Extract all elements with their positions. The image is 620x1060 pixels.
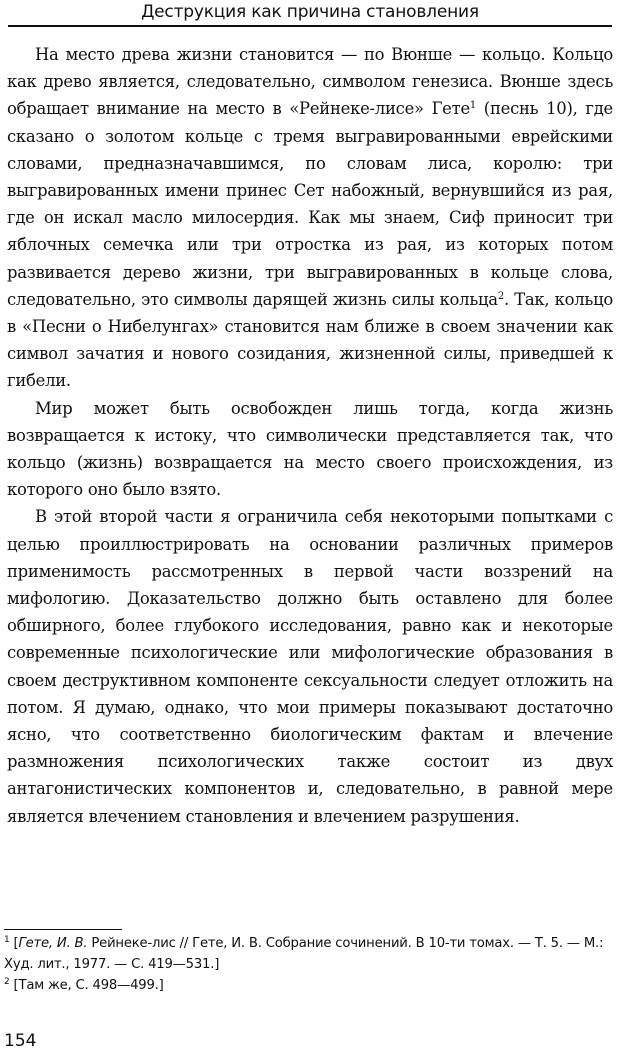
- footnote-ref-2[interactable]: 2: [497, 290, 504, 302]
- paragraph-1-part-c: . Так, кольцо в «Песни о Нибелунгах» становится нам ближе в своем значении как символ зачатия и нового созидания, жизненной силы, приведшей к гибели.: [7, 289, 613, 391]
- footnote-ref-1[interactable]: 1: [469, 100, 477, 112]
- footnote-text: [Там же, С. 498—499.]: [9, 978, 164, 993]
- footnotes: [4, 933, 614, 996]
- footnote-text: Рейнеке-лис // Гете, И. В. Собрание сочинений. В 10-ти томах. — Т. 5. — М.: Худ. лит., 1977. — С. 419—531.]: [4, 936, 604, 972]
- page-number: 154: [4, 1031, 37, 1051]
- running-head: Деструкция как причина становления: [8, 0, 612, 27]
- paragraph-2: Мир может быть освобожден лишь тогда, когда жизнь возвращается к истоку, что символически представляется так, что кольцо (жизнь) возвращается на место своего происхождения, из которого оно было взято.: [7, 398, 613, 500]
- footnote-divider: [4, 929, 122, 930]
- paragraph-3: В этой второй части я ограничила себя некоторыми попытками с целью проиллюстрировать на основании различных примеров применимость рассмотренных в первой части воззрений на мифологию. Доказательство должно быть оставлено для более обширного, более глубокого исследования, равно как и некоторые современные психологические или мифологические образования в своем деструктивном компоненте сексуальности следует отложить на потом. Я думаю, однако, что мои примеры показывают достаточно ясно, что соответственно биологическим фактам и влечение размножения психологических также состоит из двух антагонистических компонентов и, следовательно, в равной мере является влечением становления и влечением разрушения.: [7, 507, 613, 826]
- main-text: [7, 41, 613, 830]
- footnote-marker: 1: [4, 935, 10, 945]
- paragraph-1-part-a: На место древа жизни становится — по Вюнше — кольцо. Кольцо как древо является, следовательно, символом генезиса. Вюнше здесь обращает внимание на место в «Рейнеке-лисе» Гете: [7, 45, 613, 119]
- paragraph-1: [7, 41, 613, 395]
- footnote-marker: 2: [4, 977, 10, 987]
- footnote-bracket: [: [9, 936, 19, 951]
- footnote-author: Гете, И. В.: [18, 936, 88, 951]
- footnote-2: [4, 975, 614, 996]
- footnote-1: [4, 933, 614, 975]
- paragraph-1-part-b: (песнь 10), где сказано о золотом кольце с тремя выгравированными еврейскими словами, предназначавшимся, по словам лиса, королю: три выгравированных имени принес Сет набожный, вернувшийся из рая, где он искал масло милосердия. Как мы знаем, Сиф приносит три яблочных семечка или три отростка из рая, из которых потом развивается дерево жизни, три выгравированных в кольце слова, следовательно, это символы дарящей жизнь силы кольца: [7, 99, 613, 309]
